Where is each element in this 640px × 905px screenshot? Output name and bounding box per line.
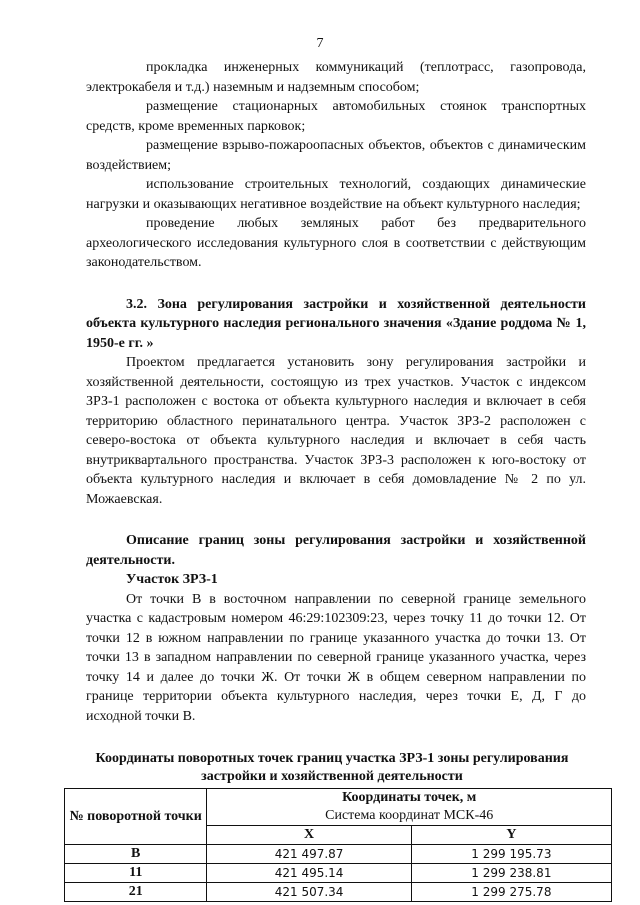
y-cell: 1 299 195.73 (411, 845, 611, 864)
y-cell: 1 299 238.81 (411, 864, 611, 883)
x-cell: 421 495.14 (207, 864, 411, 883)
page-content (69, 58, 586, 902)
prohibition-item: использование строительных технологий, создающих динамические нагрузки и оказывающих негативное воздействие на объект культурного наследия; (86, 177, 586, 212)
point-cell: 11 (65, 864, 207, 883)
coordinates-table (64, 788, 612, 902)
table-title: Координаты поворотных точек границ участка ЗРЗ-1 зоны регулирования застройки и хозяйственной деятельности (95, 751, 569, 784)
table-header-row (65, 789, 612, 826)
point-cell: В (65, 845, 207, 864)
point-cell: 21 (65, 883, 207, 902)
boundaries-paragraph: От точки В в восточном направлении по северной границе земельного участка с кадастровым номером 46:29:102309:23, через точку 11 до точки 12. От точки 12 в южном направлении по границе указанного участка до точки 13. От точки 13 в западном направлении по северной границе указанного участка, через точку 14 и далее до точки Ж. От точки Ж в общем северном направлении по границе территории объекта культурного наследия, через точки Е, Д, Г до исходной точки В. (86, 591, 586, 724)
boundaries-subheading: Участок ЗРЗ-1 (126, 572, 218, 587)
x-cell: 421 497.87 (207, 845, 411, 864)
boundaries-heading: Описание границ зоны регулирования застройки и хозяйственной деятельности. (86, 533, 586, 568)
prohibition-item: размещение стационарных автомобильных стоянок транспортных средств, кроме временных парковок; (86, 99, 586, 134)
y-column-header: Y (411, 826, 611, 845)
prohibition-item: проведение любых земляных работ без предварительного археологического исследования культурного слоя в соответствии с действующим законодательством. (86, 216, 586, 270)
table-row (65, 845, 612, 864)
page-number: 7 (316, 36, 324, 51)
x-cell: 421 507.34 (207, 883, 411, 902)
prohibition-item: прокладка инженерных коммуникаций (теплотрасс, газопровода, электрокабеля и т.д.) наземным и надземным способом; (86, 60, 586, 95)
section-heading: 3.2. Зона регулирования застройки и хозяйственной деятельности объекта культурного наследия регионального значения «Здание роддома № 1, 1950-е гг. » (86, 296, 586, 351)
table-row (65, 864, 612, 883)
y-cell: 1 299 275.78 (411, 883, 611, 902)
coords-system: Система координат МСК-46 (325, 808, 494, 823)
spacer (86, 273, 586, 295)
table-row (65, 883, 612, 902)
section-paragraph: Проектом предлагается установить зону регулирования застройки и хозяйственной деятельности, состоящую из трех участков. Участок с индексом ЗРЗ-1 расположен с востока от объекта культурного наследия и включает в себя территорию областного перинатального центра. Участок ЗРЗ-2 расположен с северо-востока от объекта культурного наследия и включает в себя часть внутриквартального пространства. Участок ЗРЗ-3 расположен к юго-востоку от объекта культурного наследия и включает в себя домовладение № 2 по ул. Можаевская. (86, 355, 586, 507)
coords-column-header (207, 789, 612, 826)
prohibition-item: размещение взрыво-пожароопасных объектов, объектов с динамическим воздействием; (86, 138, 586, 173)
coords-title: Координаты точек, м (342, 790, 477, 805)
spacer (86, 509, 586, 531)
point-column-header: № поворотной точки (65, 789, 207, 845)
x-column-header: X (207, 826, 411, 845)
